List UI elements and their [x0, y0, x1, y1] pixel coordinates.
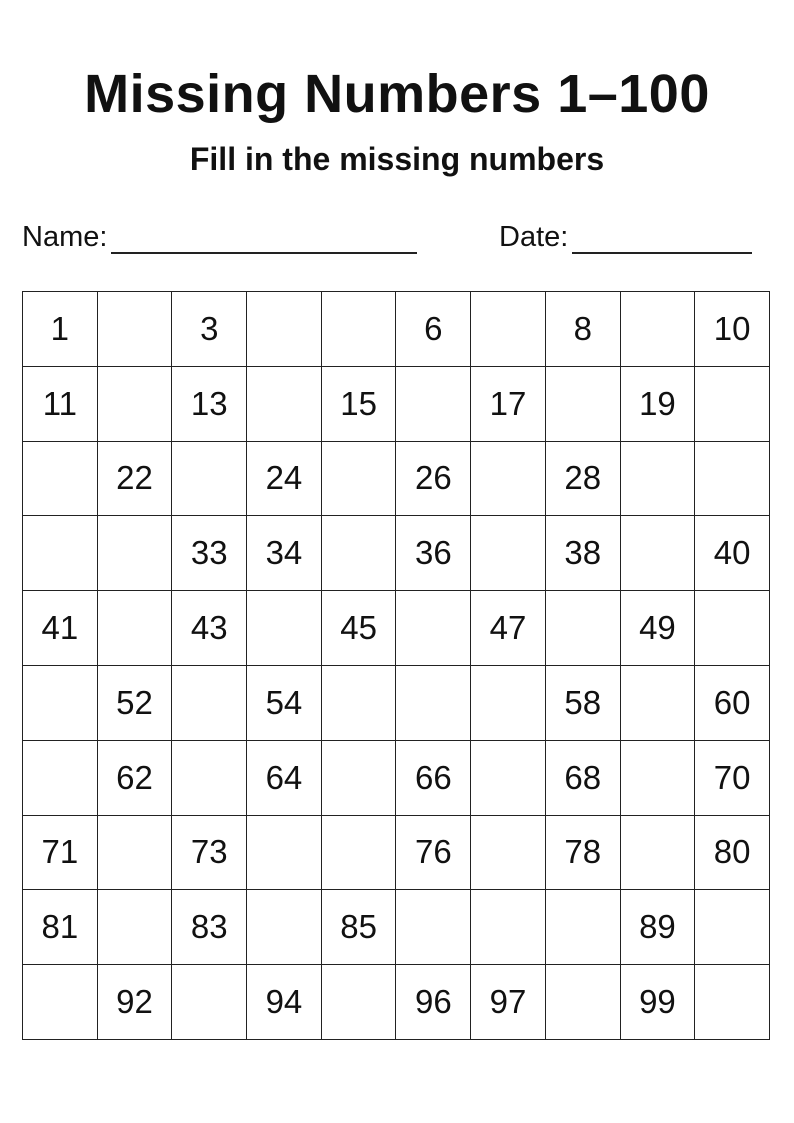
grid-cell-blank[interactable]	[322, 292, 397, 367]
grid-cell: 13	[172, 367, 247, 442]
grid-cell: 22	[98, 442, 173, 517]
grid-cell: 10	[695, 292, 770, 367]
grid-cell-blank[interactable]	[621, 666, 696, 741]
grid-cell: 8	[546, 292, 621, 367]
grid-cell-blank[interactable]	[396, 367, 471, 442]
grid-cell-blank[interactable]	[23, 741, 98, 816]
grid-cell-blank[interactable]	[322, 741, 397, 816]
grid-cell-blank[interactable]	[172, 965, 247, 1040]
grid-cell: 11	[23, 367, 98, 442]
grid-cell-blank[interactable]	[247, 816, 322, 891]
grid-cell: 40	[695, 516, 770, 591]
grid-cell-blank[interactable]	[322, 816, 397, 891]
grid-cell: 70	[695, 741, 770, 816]
grid-cell: 6	[396, 292, 471, 367]
name-blank-line[interactable]	[111, 222, 417, 254]
grid-cell-blank[interactable]	[98, 816, 173, 891]
grid-cell: 85	[322, 890, 397, 965]
grid-cell: 3	[172, 292, 247, 367]
grid-cell: 52	[98, 666, 173, 741]
grid-cell-blank[interactable]	[546, 367, 621, 442]
grid-cell: 80	[695, 816, 770, 891]
grid-cell: 33	[172, 516, 247, 591]
grid-cell: 49	[621, 591, 696, 666]
grid-cell-blank[interactable]	[247, 292, 322, 367]
grid-cell: 62	[98, 741, 173, 816]
grid-cell-blank[interactable]	[172, 442, 247, 517]
grid-cell-blank[interactable]	[546, 890, 621, 965]
grid-cell-blank[interactable]	[322, 666, 397, 741]
grid-cell: 1	[23, 292, 98, 367]
grid-cell: 54	[247, 666, 322, 741]
grid-cell-blank[interactable]	[322, 965, 397, 1040]
grid-cell: 24	[247, 442, 322, 517]
grid-cell-blank[interactable]	[695, 442, 770, 517]
grid-cell: 81	[23, 890, 98, 965]
grid-cell-blank[interactable]	[322, 516, 397, 591]
date-blank-line[interactable]	[572, 222, 752, 254]
grid-cell: 64	[247, 741, 322, 816]
grid-cell-blank[interactable]	[546, 965, 621, 1040]
grid-cell-blank[interactable]	[98, 591, 173, 666]
grid-cell-blank[interactable]	[621, 816, 696, 891]
grid-cell-blank[interactable]	[98, 890, 173, 965]
grid-cell-blank[interactable]	[471, 516, 546, 591]
grid-cell-blank[interactable]	[546, 591, 621, 666]
grid-cell: 43	[172, 591, 247, 666]
grid-cell: 99	[621, 965, 696, 1040]
grid-cell: 45	[322, 591, 397, 666]
name-field	[22, 214, 417, 254]
grid-cell-blank[interactable]	[471, 816, 546, 891]
grid-cell: 89	[621, 890, 696, 965]
grid-cell-blank[interactable]	[23, 666, 98, 741]
grid-cell: 71	[23, 816, 98, 891]
grid-cell: 73	[172, 816, 247, 891]
grid-cell: 78	[546, 816, 621, 891]
grid-cell: 68	[546, 741, 621, 816]
grid-cell-blank[interactable]	[247, 591, 322, 666]
grid-cell-blank[interactable]	[396, 666, 471, 741]
grid-cell-blank[interactable]	[471, 890, 546, 965]
grid-cell-blank[interactable]	[247, 367, 322, 442]
grid-cell-blank[interactable]	[23, 516, 98, 591]
grid-cell-blank[interactable]	[695, 367, 770, 442]
grid-cell: 76	[396, 816, 471, 891]
grid-cell-blank[interactable]	[695, 591, 770, 666]
grid-cell-blank[interactable]	[396, 890, 471, 965]
grid-cell: 96	[396, 965, 471, 1040]
date-field	[499, 214, 752, 254]
grid-cell-blank[interactable]	[322, 442, 397, 517]
grid-cell: 97	[471, 965, 546, 1040]
name-label: Name:	[22, 221, 108, 253]
grid-cell: 92	[98, 965, 173, 1040]
grid-cell-blank[interactable]	[471, 741, 546, 816]
grid-cell: 38	[546, 516, 621, 591]
grid-cell-blank[interactable]	[172, 666, 247, 741]
grid-cell-blank[interactable]	[471, 292, 546, 367]
grid-cell-blank[interactable]	[695, 890, 770, 965]
grid-cell-blank[interactable]	[621, 292, 696, 367]
number-grid	[22, 291, 770, 1040]
grid-cell: 36	[396, 516, 471, 591]
grid-cell: 34	[247, 516, 322, 591]
grid-cell: 60	[695, 666, 770, 741]
grid-cell: 26	[396, 442, 471, 517]
grid-cell-blank[interactable]	[621, 516, 696, 591]
date-label: Date:	[499, 221, 569, 253]
grid-cell-blank[interactable]	[98, 292, 173, 367]
grid-cell-blank[interactable]	[247, 890, 322, 965]
grid-cell-blank[interactable]	[98, 516, 173, 591]
grid-cell-blank[interactable]	[621, 442, 696, 517]
grid-cell: 66	[396, 741, 471, 816]
grid-cell-blank[interactable]	[695, 965, 770, 1040]
grid-cell-blank[interactable]	[23, 442, 98, 517]
grid-cell-blank[interactable]	[172, 741, 247, 816]
grid-cell: 19	[621, 367, 696, 442]
grid-cell: 41	[23, 591, 98, 666]
grid-cell: 28	[546, 442, 621, 517]
grid-cell-blank[interactable]	[396, 591, 471, 666]
grid-cell: 58	[546, 666, 621, 741]
grid-cell-blank[interactable]	[23, 965, 98, 1040]
grid-cell-blank[interactable]	[471, 666, 546, 741]
grid-cell-blank[interactable]	[471, 442, 546, 517]
grid-cell: 83	[172, 890, 247, 965]
grid-cell: 94	[247, 965, 322, 1040]
grid-cell-blank[interactable]	[98, 367, 173, 442]
grid-cell: 47	[471, 591, 546, 666]
grid-cell-blank[interactable]	[621, 741, 696, 816]
worksheet-title: Missing Numbers 1–100	[84, 64, 710, 124]
grid-cell: 15	[322, 367, 397, 442]
worksheet-subtitle: Fill in the missing numbers	[189, 141, 605, 177]
grid-cell: 17	[471, 367, 546, 442]
